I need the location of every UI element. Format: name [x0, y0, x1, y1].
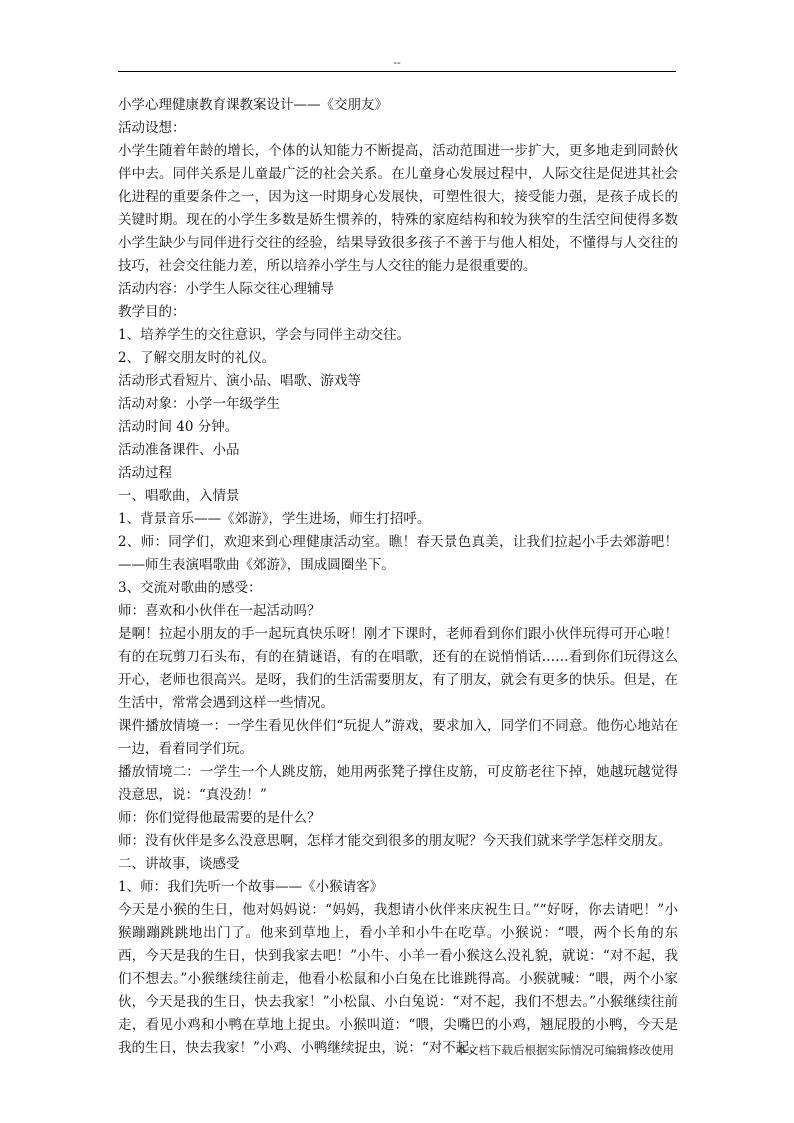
paragraph: 活动对象：小学一年级学生 [118, 396, 280, 412]
paragraph: 活动时间 40 分钟。 [118, 419, 239, 435]
paragraph: 今天是小猴的生日，他对妈妈说：“妈妈，我想请小伙伴来庆祝生日。”“好呀，你去请吧！”小猴蹦蹦跳跳地出门了。他来到草地上，看小羊和小牛在吃草。小猴说：“喂，两个长角的东西，今天是我的生日，快到我家去吧！”小牛、小羊一看小猴这么没礼貌，就说：“对不起，我们不想去。”小猴继续往前走，他看小松鼠和小白兔在比谁跳得高。小猴就喊：“喂，两个小家伙，今天是我的生日，快去我家！”小松鼠、小白兔说：“对不起，我们不想去。”小猴继续往前走，看见小鸡和小鸭在草地上捉虫。小猴叫道：“喂，尖嘴巴的小鸡，翘屁股的小鸭，今天是我的生日，快去我家！”小鸡、小鸭继续捉虫，说：“对不起， [118, 902, 678, 1056]
document-title: 小学心理健康教育课教案设计——《交朋友》 [118, 97, 388, 113]
list-item: 3、交流对歌曲的感受： [118, 580, 262, 596]
paragraph: 是啊！拉起小朋友的手一起玩真快乐呀！刚才下课时，老师看到你们跟小伙伴玩得可开心啦！有的在玩剪刀石头布，有的在猜谜语，有的在唱歌，还有的在说悄悄话……看到你们玩得这么开心，老师也很高兴。是呀，我们的生活需要朋友，有了朋友，就会有更多的快乐。但是，在生活中，常常会遇到这样一些情况。 [118, 626, 678, 711]
paragraph: 活动内容：小学生人际交往心理辅导 [118, 281, 334, 297]
list-item: 1、师：我们先听一个故事——《小猴请客》 [118, 879, 384, 895]
section-heading: 二、讲故事，谈感受 [118, 856, 240, 872]
header-rule [118, 71, 676, 72]
paragraph: 活动准备课件、小品 [118, 442, 240, 458]
paragraph: 师：没有伙伴是多么没意思啊，怎样才能交到很多的朋友呢？今天我们就来学学怎样交朋友。 [118, 833, 672, 849]
document-body [118, 94, 678, 1060]
footer-note: 本文档下载后根据实际情况可编辑修改使用 [455, 1043, 674, 1057]
paragraph: 师：喜欢和小伙伴在一起活动吗？ [118, 603, 321, 619]
section-heading: 活动过程 [118, 465, 172, 481]
paragraph: 小学生随着年龄的增长，个体的认知能力不断提高，活动范围进一步扩大，更多地走到同龄伙伴中去。同伴关系是儿童最广泛的社会关系。在儿童身心发展过程中，人际交往是促进其社会化进程的重要条件之一，因为这一时期身心发展快，可塑性很大，接受能力强，是孩子成长的关键时期。现在的小学生多数是娇生惯养的，特殊的家庭结构和较为狭窄的生活空间使得多数小学生缺少与同伴进行交往的经验，结果导致很多孩子不善于与他人相处，不懂得与人交往的技巧，社会交往能力差，所以培养小学生与人交往的能力是很重要的。 [118, 143, 678, 274]
list-item: 2、了解交朋友时的礼仪。 [118, 350, 276, 366]
paragraph: 播放情境二：一学生一个人跳皮筋，她用两张凳子撑住皮筋，可皮筋老往下掉，她越玩越觉得没意思，说：“真没劲！” [118, 764, 678, 803]
paragraph: 师：你们觉得他最需要的是什么？ [118, 810, 321, 826]
paragraph: 课件播放情境一：一学生看见伙伴们“玩捉人”游戏，要求加入，同学们不同意。他伤心地站在一边，看着同学们玩。 [118, 718, 678, 757]
section-heading: 一、唱歌曲，入情景 [118, 488, 240, 504]
list-item: 1、背景音乐——《郊游》，学生进场，师生打招呼。 [118, 511, 431, 527]
paragraph: 活动形式看短片、演小品、唱歌、游戏等 [118, 373, 361, 389]
header-mark: -- [393, 56, 401, 69]
list-item: 1、培养学生的交往意识，学会与同伴主动交往。 [118, 327, 411, 343]
section-heading: 教学目的： [118, 304, 186, 320]
section-heading: 活动设想： [118, 120, 186, 136]
list-item: 2、师：同学们，欢迎来到心理健康活动室。瞧！春天景色真美，让我们拉起小手去郊游吧！——师生表演唱歌曲《郊游》，围成圆圈坐下。 [118, 534, 678, 573]
